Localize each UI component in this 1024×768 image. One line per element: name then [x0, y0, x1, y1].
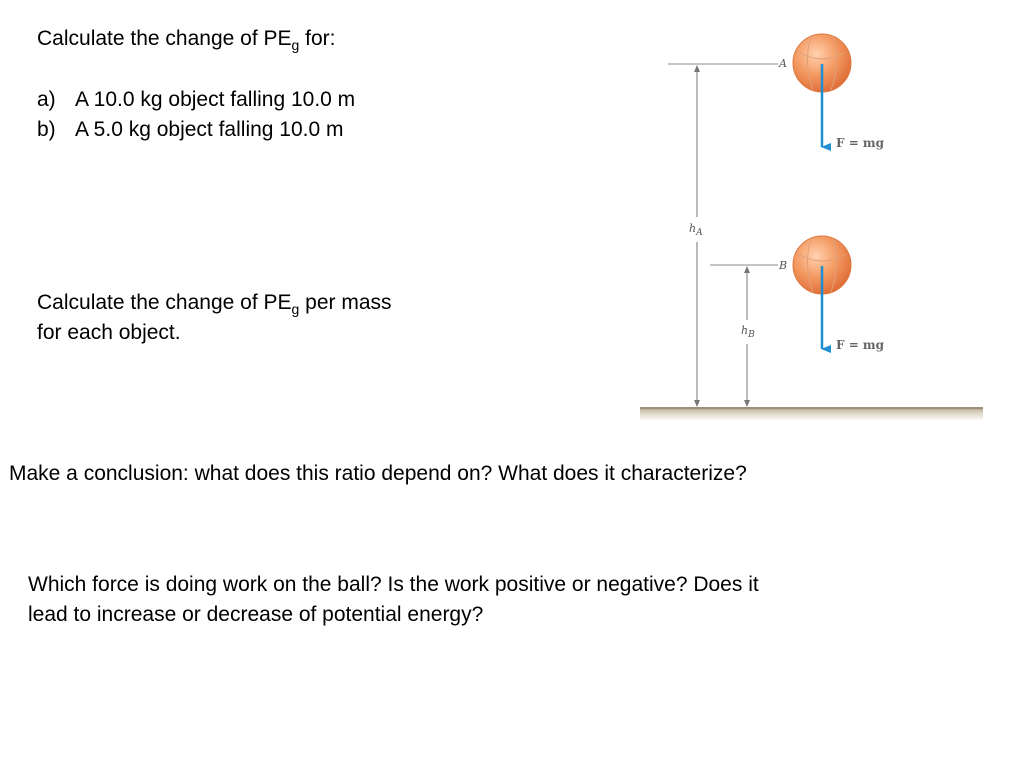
force-label-b: F = mg: [836, 338, 885, 352]
point-b-label: B: [779, 259, 788, 272]
list-text-a: A 10.0 kg object falling 10.0 m: [75, 88, 356, 111]
height-b-label: $h_B$: [741, 324, 755, 340]
list-item-a: [37, 85, 355, 115]
question3-line2: lead to increase or decrease of potential energy?: [28, 603, 484, 626]
height-b-arrow-bottom: [744, 400, 750, 407]
question1-prefix: Calculate the change of PE: [37, 27, 292, 50]
question2-sub: g: [291, 301, 300, 317]
list-marker-b: b): [37, 118, 56, 141]
height-b-arrow-top: [744, 266, 750, 273]
question1-heading: [37, 24, 336, 54]
question2-heading: [37, 288, 392, 318]
force-label-a: F = mg: [836, 136, 885, 150]
question3-line1: Which force is doing work on the ball? Is the work positive or negative? Does it: [28, 573, 759, 596]
question2-line2: for each object.: [37, 321, 181, 344]
list-item-b: [37, 115, 344, 145]
question2-suffix: per mass: [299, 291, 392, 314]
ground: [640, 407, 983, 421]
height-a-arrow-top: [694, 65, 700, 72]
conclusion-text: Make a conclusion: what does this ratio depend on? What does it characterize?: [9, 462, 747, 485]
question2-prefix: Calculate the change of PE: [37, 291, 292, 314]
question1-sub: g: [291, 37, 300, 53]
question1-suffix: for:: [299, 27, 336, 50]
point-a-label: A: [779, 57, 787, 70]
falling-ball-diagram: [635, 22, 985, 432]
list-marker-a: a): [37, 88, 56, 111]
list-text-b: A 5.0 kg object falling 10.0 m: [75, 118, 344, 141]
height-a-label: $h_A$: [689, 222, 703, 238]
height-a-arrow-bottom: [694, 400, 700, 407]
